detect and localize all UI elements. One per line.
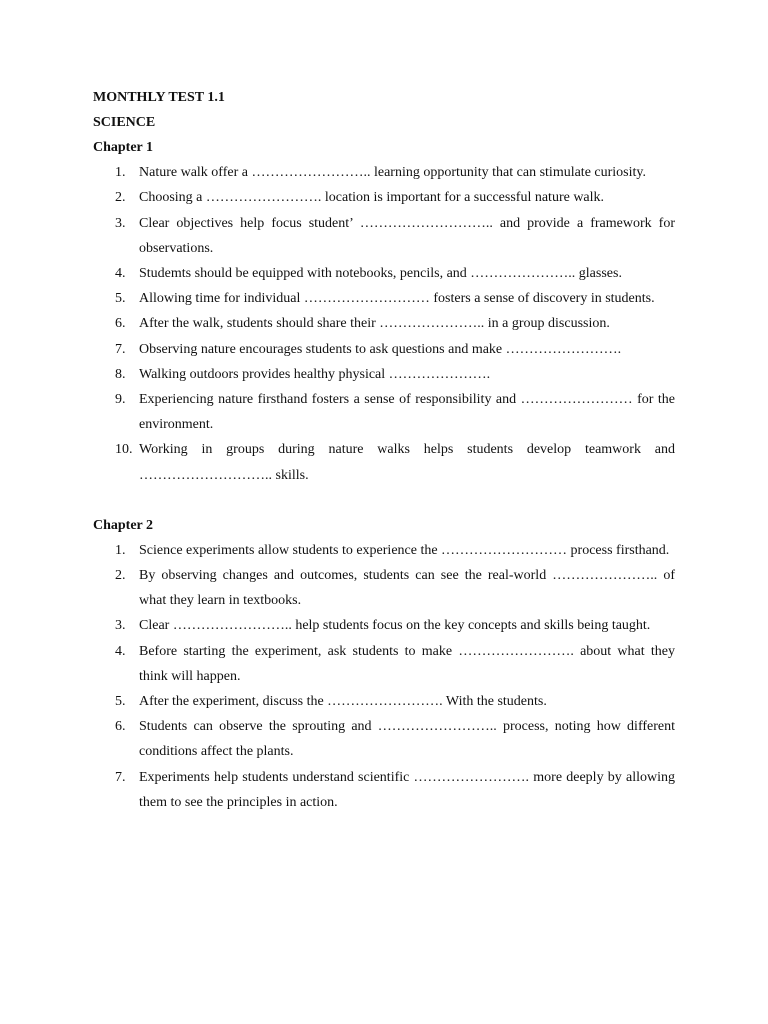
question-text: Experiments help students understand scientific ……………………. more deeply by allowing them to see the principles in action.	[139, 769, 675, 810]
question-number: 6.	[115, 719, 126, 735]
question-item	[93, 639, 675, 689]
question-item	[93, 311, 675, 336]
question-number: 4.	[115, 266, 126, 281]
question-text: Choosing a ……………………. location is important for a successful nature walk.	[139, 190, 605, 206]
question-number: 8.	[115, 366, 126, 382]
chapter-1-section	[93, 135, 675, 488]
chapter-2-section	[93, 513, 675, 815]
chapter-spacer	[93, 488, 675, 513]
question-text: Allowing time for individual ……………………… fosters a sense of discovery in students.	[139, 291, 655, 307]
question-text: Studemts should be equipped with notebooks, pencils, and ………………….. glasses.	[139, 266, 622, 281]
subject-title: SCIENCE	[93, 114, 156, 130]
question-text: After the walk, students should share their ………………….. in a group discussion.	[139, 316, 610, 332]
question-text: Walking outdoors provides healthy physical ………………….	[139, 366, 491, 382]
question-item	[93, 613, 675, 638]
chapter-1-question-list	[93, 160, 675, 488]
question-item	[93, 689, 675, 714]
question-number: 7.	[115, 769, 126, 785]
question-item	[93, 563, 675, 613]
question-item	[93, 185, 675, 210]
question-text: Working in groups during nature walks helps students develop teamwork and ……………………….. skills.	[139, 442, 675, 483]
question-item	[93, 437, 675, 487]
test-title: MONTHLY TEST 1.1	[93, 90, 225, 105]
question-text: Clear …………………….. help students focus on the key concepts and skills being taught.	[139, 618, 651, 634]
question-text: Clear objectives help focus student’ ……………………….. and provide a framework for observations.	[139, 215, 675, 256]
question-item	[93, 538, 675, 563]
question-number: 1.	[115, 165, 126, 181]
question-number: 10.	[115, 442, 133, 458]
question-text: Observing nature encourages students to ask questions and make …………………….	[139, 341, 622, 357]
question-number: 5.	[115, 291, 126, 307]
chapter-2-title: Chapter 2	[93, 517, 154, 533]
question-number: 3.	[115, 618, 126, 634]
question-text: Nature walk offer a …………………….. learning opportunity that can stimulate curiosity.	[139, 165, 646, 181]
chapter-1-title: Chapter 1	[93, 140, 154, 156]
question-item	[93, 261, 675, 286]
question-text: Before starting the experiment, ask students to make ……………………. about what they think will happen.	[139, 643, 675, 684]
question-text: Science experiments allow students to experience the ……………………… process firsthand.	[139, 542, 670, 558]
question-number: 1.	[115, 542, 126, 558]
question-number: 2.	[115, 190, 126, 206]
question-item	[93, 211, 675, 261]
question-item	[93, 337, 675, 362]
question-text: Students can observe the sprouting and …………………….. process, noting how different conditions affect the plants.	[139, 719, 675, 760]
question-item	[93, 362, 675, 387]
question-item	[93, 387, 675, 437]
question-text: By observing changes and outcomes, students can see the real-world ………………….. of what they learn in textbooks.	[139, 568, 675, 609]
question-number: 2.	[115, 568, 126, 584]
question-number: 3.	[115, 215, 126, 231]
question-number: 7.	[115, 341, 126, 357]
question-item	[93, 765, 675, 815]
question-text: Experiencing nature firsthand fosters a sense of responsibility and …………………… for the environment.	[139, 392, 675, 433]
question-number: 6.	[115, 316, 126, 332]
question-item	[93, 160, 675, 185]
question-number: 4.	[115, 643, 126, 659]
chapter-2-question-list	[93, 538, 675, 815]
question-text: After the experiment, discuss the ……………………. With the students.	[139, 694, 547, 710]
question-item	[93, 286, 675, 311]
question-item	[93, 714, 675, 764]
question-number: 5.	[115, 694, 126, 710]
question-number: 9.	[115, 392, 126, 408]
